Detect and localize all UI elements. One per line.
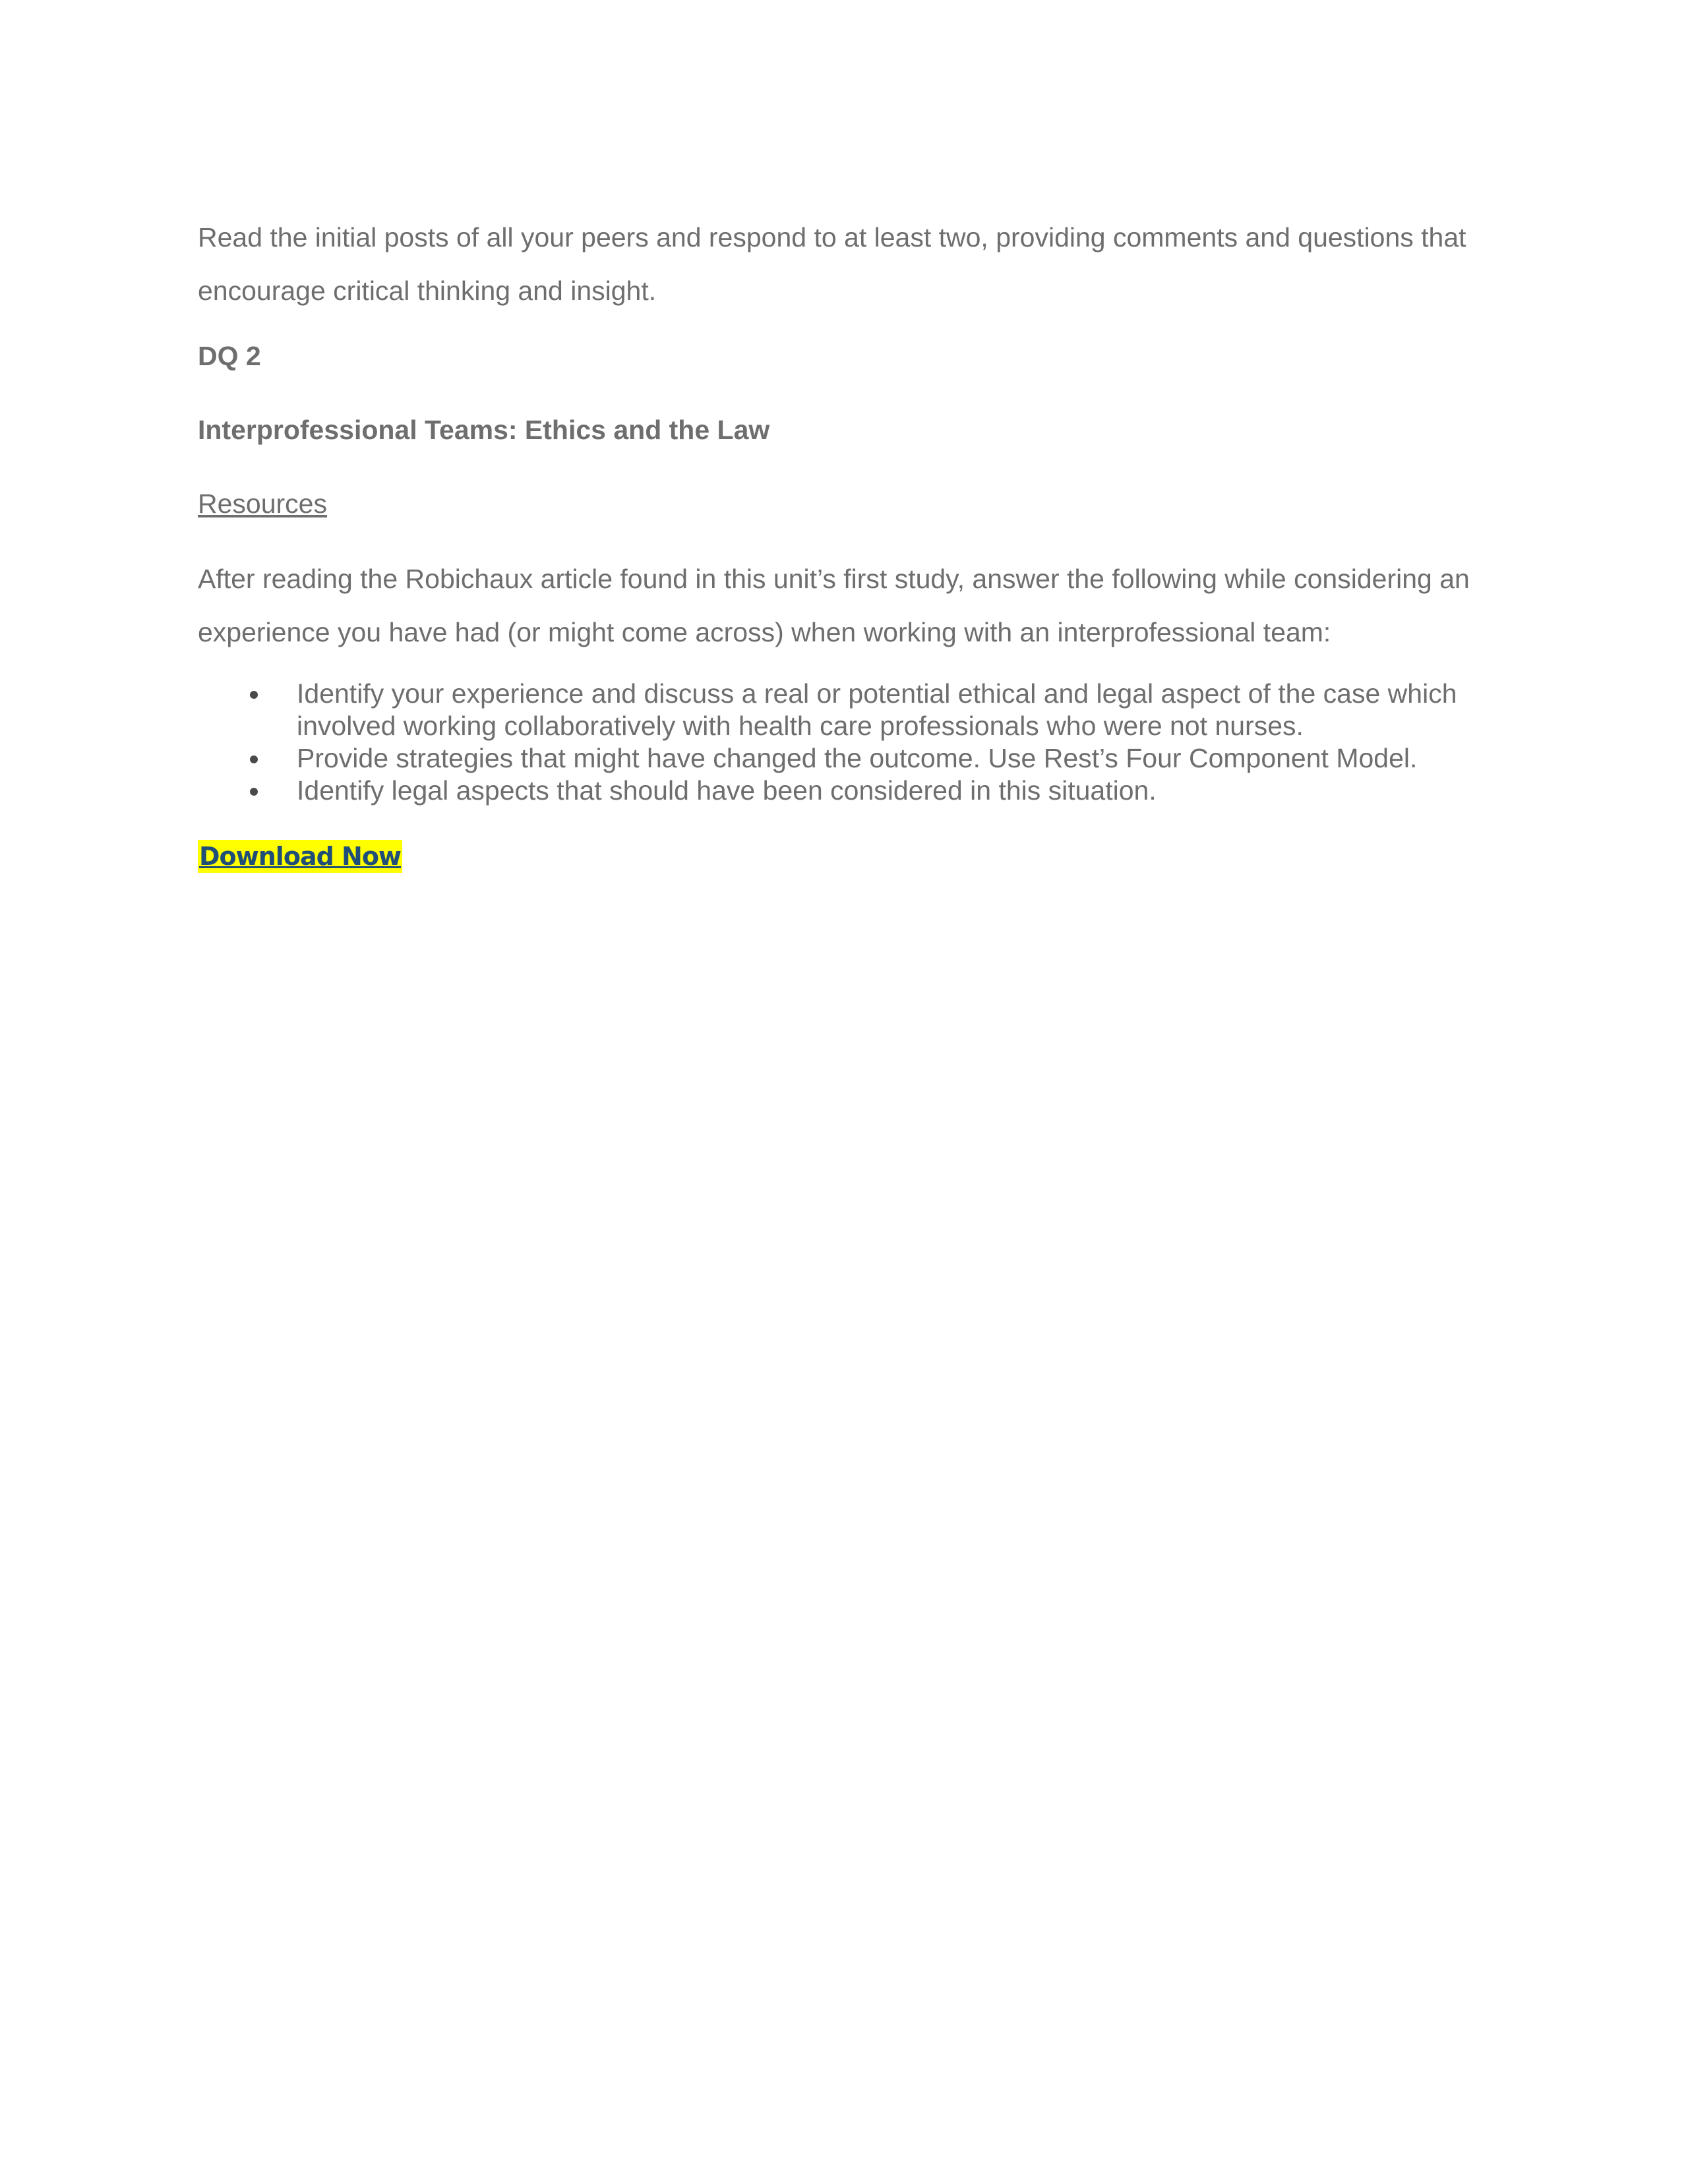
list-item xyxy=(198,678,1490,742)
download-now-link[interactable]: Download Now xyxy=(198,840,402,873)
bullet-icon xyxy=(250,755,258,763)
bullet-icon xyxy=(250,788,258,796)
list-item-text: Identify legal aspects that should have been considered in this situation. xyxy=(297,775,1157,806)
intro-paragraph: Read the initial posts of all your peers and respond to at least two, providing comments and questions that encourage critical thinking and insight. xyxy=(198,222,1466,306)
bullet-list xyxy=(198,678,1490,807)
resources-link[interactable]: Resources xyxy=(198,488,327,519)
list-item xyxy=(198,742,1490,775)
bullet-icon xyxy=(250,691,258,699)
document-content xyxy=(198,211,1490,873)
list-item-text: Identify your experience and discuss a real or potential ethical and legal aspect of the case which involved working collaboratively with health care professionals who were not nurses. xyxy=(297,678,1457,741)
dq-label: DQ 2 xyxy=(198,341,261,371)
section-title: Interprofessional Teams: Ethics and the Law xyxy=(198,415,770,445)
instructions-paragraph: After reading the Robichaux article found in this unit’s first study, answer the following while considering an experience you have had (or might come across) when working with an interprofessional team: xyxy=(198,564,1470,647)
list-item xyxy=(198,775,1490,807)
list-item-text: Provide strategies that might have changed the outcome. Use Rest’s Four Component Model. xyxy=(297,743,1418,773)
